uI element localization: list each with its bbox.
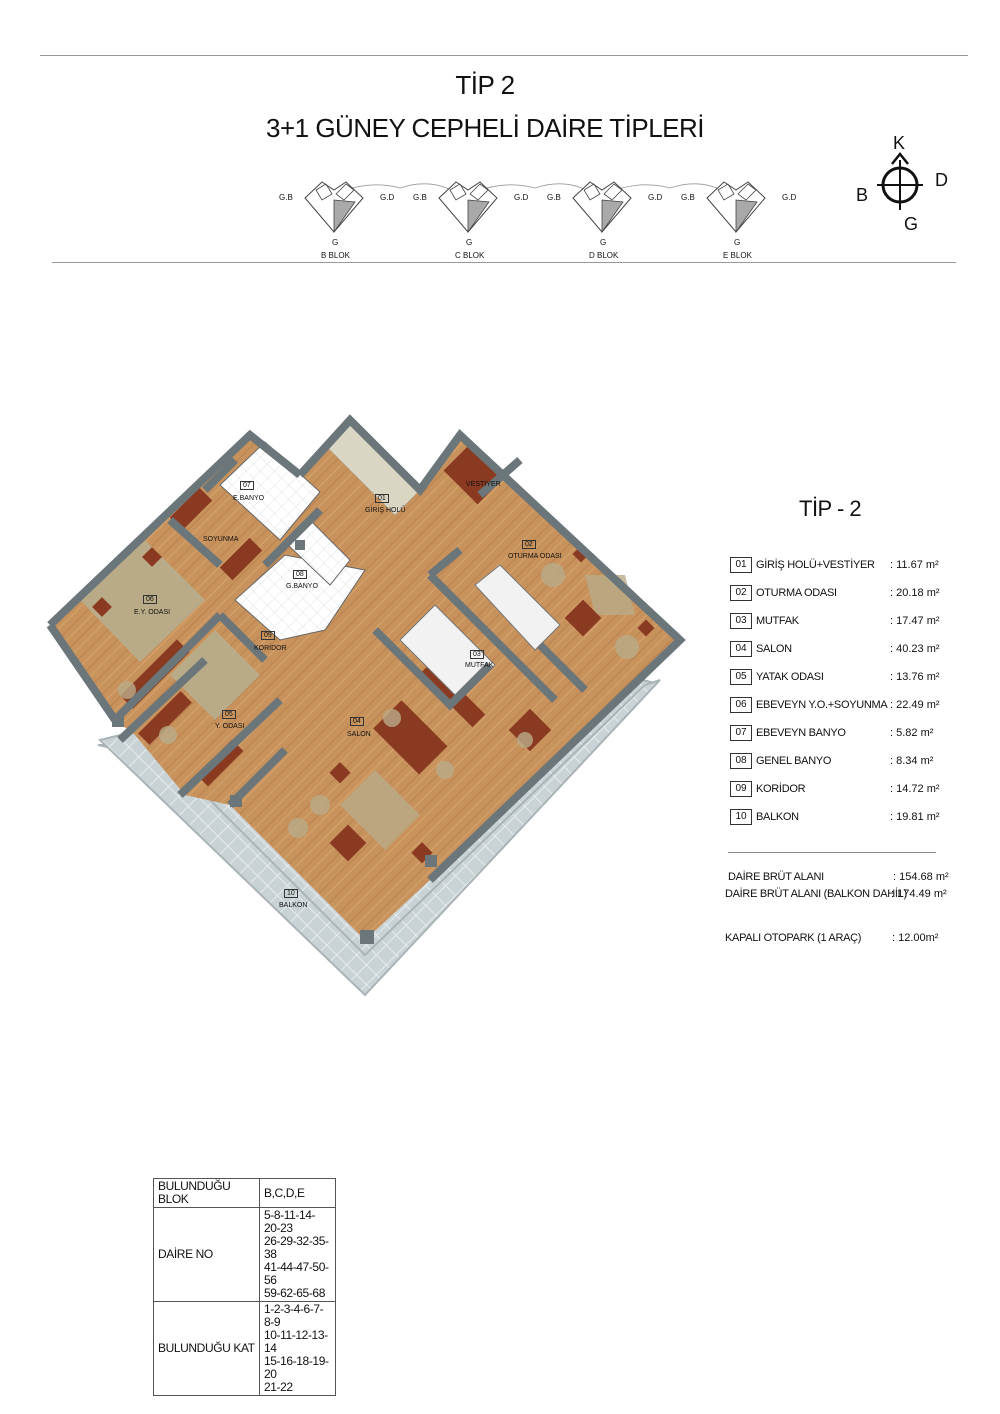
list-item bbox=[730, 641, 950, 661]
plan-label-08-name: G.BANYO bbox=[286, 583, 318, 590]
room-number: 07 bbox=[730, 725, 752, 741]
key-b-left: G.B bbox=[279, 193, 293, 202]
list-item bbox=[730, 809, 950, 829]
flat-values-line: 41-44-47-50-56 bbox=[264, 1260, 329, 1287]
chair bbox=[517, 732, 533, 748]
flat-values bbox=[260, 1208, 336, 1302]
plan-label-vestiyer: VESTİYER bbox=[466, 481, 501, 488]
chair bbox=[541, 563, 565, 587]
list-item bbox=[730, 753, 950, 773]
room-number: 04 bbox=[730, 641, 752, 657]
plan-label-02-name: OTURMA ODASI bbox=[508, 553, 562, 560]
info-table bbox=[153, 1178, 336, 1396]
list-item bbox=[730, 585, 950, 605]
room-area: : 40.23 m² bbox=[890, 643, 940, 655]
room-name: GENEL BANYO bbox=[756, 755, 832, 767]
floor-values-line: 15-16-18-19-20 bbox=[264, 1354, 329, 1381]
key-c-left: G.B bbox=[413, 193, 427, 202]
table-row bbox=[154, 1302, 336, 1396]
plan-label-10-name: BALKON bbox=[279, 902, 308, 909]
room-number: 03 bbox=[730, 613, 752, 629]
plan-label-06-num: 06 bbox=[143, 595, 157, 604]
key-plan bbox=[270, 180, 830, 260]
list-item bbox=[730, 725, 950, 745]
flat-label: DAİRE NO bbox=[154, 1208, 260, 1302]
compass-east: D bbox=[935, 170, 948, 190]
chair bbox=[159, 726, 177, 744]
chair bbox=[436, 761, 454, 779]
key-block-e bbox=[707, 182, 765, 232]
gross-area-value: : 154.68 m² bbox=[893, 871, 949, 883]
key-c-bottom: G bbox=[466, 238, 473, 247]
plan-label-05-name: Y. ODASI bbox=[215, 723, 245, 730]
legend-title: TİP - 2 bbox=[799, 496, 862, 521]
room-number: 01 bbox=[730, 557, 752, 573]
room-area: : 14.72 m² bbox=[890, 783, 940, 795]
list-item bbox=[730, 669, 950, 689]
list-item bbox=[730, 697, 950, 717]
plan-label-01-num: 01 bbox=[375, 494, 389, 503]
key-e-left: G.B bbox=[681, 193, 695, 202]
room-name: EBEVEYN Y.O.+SOYUNMA bbox=[756, 699, 888, 711]
room-number: 09 bbox=[730, 781, 752, 797]
floor-plan bbox=[20, 400, 700, 1000]
plan-label-01-name: GİRİŞ HOLÜ bbox=[365, 507, 406, 514]
room-name: YATAK ODASI bbox=[756, 671, 824, 683]
room-area: : 13.76 m² bbox=[890, 671, 940, 683]
key-c-name: C BLOK bbox=[455, 251, 485, 260]
floor-values-line: 21-22 bbox=[264, 1380, 293, 1394]
room-number: 10 bbox=[730, 809, 752, 825]
plan-label-04-num: 04 bbox=[350, 717, 364, 726]
key-b-bottom: G bbox=[332, 238, 339, 247]
block-label: BULUNDUĞU BLOK bbox=[154, 1179, 260, 1208]
room-area: : 11.67 m² bbox=[890, 559, 939, 571]
room-name: GİRİŞ HOLÜ+VESTİYER bbox=[756, 559, 875, 571]
key-e-bottom: G bbox=[734, 238, 741, 247]
plan-label-03-name: MUTFAK bbox=[465, 662, 494, 669]
parking-label: KAPALI OTOPARK (1 ARAÇ) bbox=[725, 932, 862, 944]
plan-label-09-num: 09 bbox=[261, 631, 275, 640]
plan-label-08-num: 08 bbox=[293, 570, 307, 579]
plan-label-04-name: SALON bbox=[347, 731, 371, 738]
chair bbox=[288, 818, 308, 838]
block-value: B,C,D,E bbox=[260, 1179, 336, 1208]
chair bbox=[310, 795, 330, 815]
floor-values-line: 1-2-3-4-6-7-8-9 bbox=[264, 1302, 324, 1329]
floor-values-line: 10-11-12-13-14 bbox=[264, 1328, 328, 1355]
room-area: : 20.18 m² bbox=[890, 587, 940, 599]
room-name: OTURMA ODASI bbox=[756, 587, 837, 599]
room-name: MUTFAK bbox=[756, 615, 799, 627]
room-number: 06 bbox=[730, 697, 752, 713]
page-title: TİP 2 bbox=[455, 70, 515, 100]
room-name: SALON bbox=[756, 643, 792, 655]
key-plan-connector bbox=[340, 184, 725, 192]
gross-area-balcony-label: DAİRE BRÜT ALANI (BALKON DAHİL) bbox=[725, 888, 907, 900]
floor-label: BULUNDUĞU KAT bbox=[154, 1302, 260, 1396]
plan-label-09-name: KORİDOR bbox=[254, 645, 287, 652]
key-d-right: G.D bbox=[648, 193, 663, 202]
compass-south: G bbox=[904, 214, 919, 234]
plan-label-07-name: E.BANYO bbox=[233, 495, 265, 502]
room-area: : 5.82 m² bbox=[890, 727, 934, 739]
chair bbox=[615, 635, 639, 659]
key-b-right: G.D bbox=[380, 193, 395, 202]
chair bbox=[383, 709, 401, 727]
table-row bbox=[154, 1208, 336, 1302]
key-d-left: G.B bbox=[547, 193, 561, 202]
flat-values-line: 5-8-11-14-20-23 bbox=[264, 1208, 316, 1235]
table-row bbox=[154, 1179, 336, 1208]
flat-values-line: 59-62-65-68 bbox=[264, 1286, 325, 1300]
key-b-name: B BLOK bbox=[321, 251, 350, 260]
room-number: 08 bbox=[730, 753, 752, 769]
top-rule bbox=[40, 55, 968, 56]
key-e-name: E BLOK bbox=[723, 251, 752, 260]
gross-area-label: DAİRE BRÜT ALANI bbox=[728, 871, 824, 883]
key-block-d bbox=[573, 182, 631, 232]
plan-label-07-num: 07 bbox=[240, 481, 254, 490]
plan-label-05-num: 05 bbox=[222, 710, 236, 719]
plan-label-03-num: 03 bbox=[470, 650, 484, 659]
plan-label-06-name: E.Y. ODASI bbox=[134, 609, 171, 616]
room-area: : 19.81 m² bbox=[890, 811, 940, 823]
header-bottom-rule bbox=[52, 262, 956, 263]
compass-north: K bbox=[893, 133, 906, 153]
plan-label-10-num: 10 bbox=[284, 889, 298, 898]
key-e-right: G.D bbox=[782, 193, 797, 202]
room-name: BALKON bbox=[756, 811, 799, 823]
room-name: KORİDOR bbox=[756, 783, 806, 795]
plan-label-02-num: 02 bbox=[522, 540, 536, 549]
gross-area-balcony-value: : 174.49 m² bbox=[891, 888, 947, 900]
key-block-b bbox=[305, 182, 363, 232]
list-item bbox=[730, 613, 950, 633]
legend-divider bbox=[728, 852, 936, 853]
list-item bbox=[730, 781, 950, 801]
floor-values bbox=[260, 1302, 336, 1396]
page-subtitle: 3+1 GÜNEY CEPHELİ DAİRE TİPLERİ bbox=[266, 113, 704, 143]
room-number: 05 bbox=[730, 669, 752, 685]
key-c-right: G.D bbox=[514, 193, 529, 202]
key-block-c bbox=[439, 182, 497, 232]
room-area: : 17.47 m² bbox=[890, 615, 940, 627]
room-number: 02 bbox=[730, 585, 752, 601]
plan-label-soyunma: SOYUNMA bbox=[203, 536, 239, 543]
list-item bbox=[730, 557, 950, 577]
room-name: EBEVEYN BANYO bbox=[756, 727, 846, 739]
key-d-bottom: G bbox=[600, 238, 607, 247]
compass-west: B bbox=[856, 185, 869, 205]
room-area: : 22.49 m² bbox=[890, 699, 940, 711]
room-area: : 8.34 m² bbox=[890, 755, 934, 767]
parking-value: : 12.00m² bbox=[892, 932, 939, 944]
key-d-name: D BLOK bbox=[589, 251, 619, 260]
flat-values-line: 26-29-32-35-38 bbox=[264, 1234, 329, 1261]
